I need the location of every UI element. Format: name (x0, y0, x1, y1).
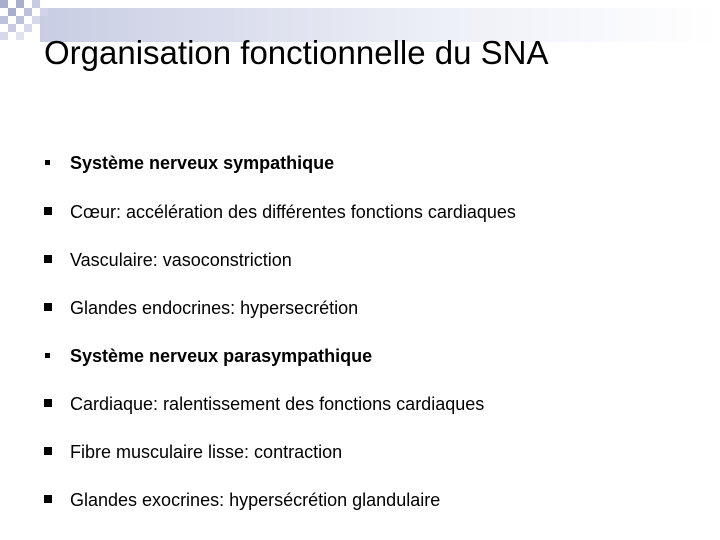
square-bullet-icon (44, 487, 70, 513)
list-item (44, 247, 292, 273)
list-item-text: Cœur: accélération des différentes fonctions cardiaques (70, 201, 516, 222)
square-bullet-icon (44, 247, 70, 273)
list-item-text: Glandes exocrines: hypersécrétion glandulaire (70, 489, 441, 510)
square-bullet-icon (44, 391, 70, 417)
list-item-text: Cardiaque: ralentissement des fonctions cardiaques (70, 393, 485, 414)
list-item (44, 199, 516, 225)
list-item-text: Glandes endocrines: hypersecrétion (70, 297, 359, 318)
list-item (44, 150, 334, 176)
square-bullet-icon (44, 439, 70, 465)
list-item (44, 391, 484, 417)
square-bullet-icon (44, 199, 70, 225)
list-item-text: Système nerveux parasympathique (70, 345, 373, 366)
page-title: Organisation fonctionnelle du SNA (44, 34, 549, 71)
list-item-text: Fibre musculaire lisse: contraction (70, 441, 343, 462)
list-item (44, 439, 342, 465)
small-square-bullet-icon (44, 343, 70, 369)
list-item (44, 343, 372, 369)
small-square-bullet-icon (44, 150, 70, 176)
list-item-text: Système nerveux sympathique (70, 152, 335, 173)
list-item-text: Vasculaire: vasoconstriction (70, 249, 292, 270)
square-bullet-icon (44, 295, 70, 321)
list-item (44, 295, 358, 321)
list-item (44, 487, 440, 513)
